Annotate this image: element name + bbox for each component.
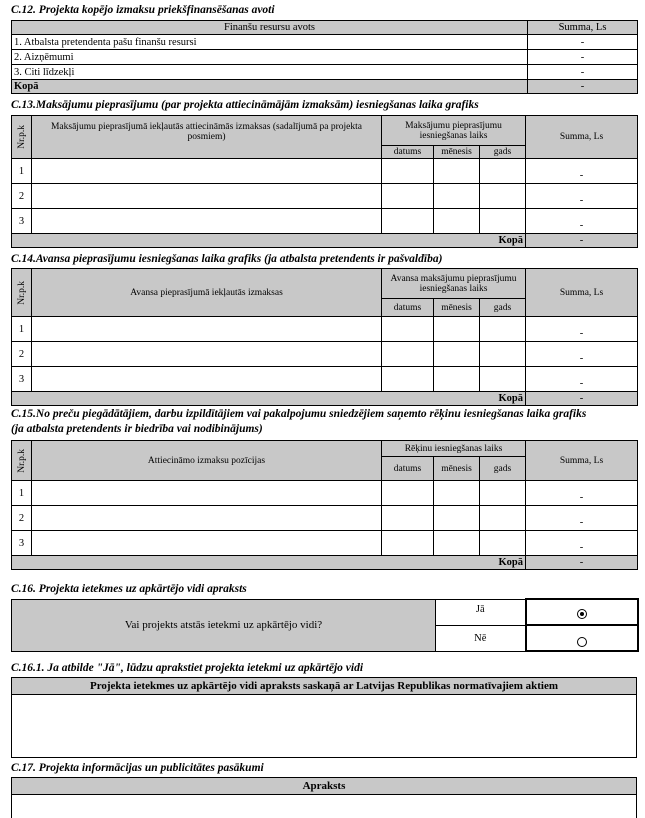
c15-col-desc: Attiecināmo izmaksu pozīcijas bbox=[32, 441, 382, 481]
c14-sum-cell[interactable]: - bbox=[526, 367, 638, 392]
c15-col-date: datums bbox=[382, 457, 434, 481]
c13-month-cell[interactable] bbox=[434, 184, 480, 209]
row-nr: 1 bbox=[12, 317, 32, 342]
c12-col-sum: Summa, Ls bbox=[528, 21, 638, 35]
c13-col-date: datums bbox=[382, 146, 434, 159]
c14-col-nr: Nr.p.k bbox=[16, 280, 27, 305]
c14-date-cell[interactable] bbox=[382, 342, 434, 367]
c12-total-label: Kopā bbox=[12, 80, 528, 94]
c14-col-sum: Summa, Ls bbox=[526, 269, 638, 317]
c13-sum-cell[interactable]: - bbox=[526, 159, 638, 184]
c12-row-value[interactable]: - bbox=[528, 65, 638, 80]
c161-header: Projekta ietekmes uz apkārtējo vidi apraksts saskaņā ar Latvijas Republikas normatīvajiem aktiem bbox=[12, 678, 636, 695]
c16-table bbox=[11, 598, 639, 652]
c14-desc-cell[interactable] bbox=[32, 317, 382, 342]
c13-date-cell[interactable] bbox=[382, 209, 434, 234]
c15-title-line1: C.15.No preču piegādātājiem, darbu izpildītājiem vai pakalpojumu sniedzējiem saņemto rēķinu iesniegšanas laika grafiks bbox=[11, 408, 587, 420]
c17-header: Apraksts bbox=[12, 778, 636, 795]
c15-sum-cell[interactable]: - bbox=[526, 481, 638, 506]
c12-title: C.12. Projekta kopējo izmaksu priekšfinansēšanas avoti bbox=[11, 4, 275, 16]
c15-year-cell[interactable] bbox=[480, 506, 526, 531]
row-nr: 1 bbox=[12, 481, 32, 506]
c17-box bbox=[11, 777, 637, 818]
radio-selected-icon[interactable] bbox=[577, 609, 587, 619]
c14-year-cell[interactable] bbox=[480, 342, 526, 367]
c15-year-cell[interactable] bbox=[480, 531, 526, 556]
c15-month-cell[interactable] bbox=[434, 481, 480, 506]
c17-text-area[interactable] bbox=[12, 795, 636, 817]
c15-title-line2: (ja atbalsta pretendents ir biedrība vai nodibinājums) bbox=[11, 423, 263, 435]
c15-col-year: gads bbox=[480, 457, 526, 481]
c16-title: C.16. Projekta ietekmes uz apkārtējo vidi apraksts bbox=[11, 583, 247, 595]
c16-yes-label: Jā bbox=[436, 599, 526, 625]
row-nr: 1 bbox=[12, 159, 32, 184]
c16-no-radio[interactable] bbox=[526, 625, 638, 651]
c14-col-month: mēnesis bbox=[434, 299, 480, 317]
c14-date-cell[interactable] bbox=[382, 317, 434, 342]
radio-unselected-icon[interactable] bbox=[577, 637, 587, 647]
c12-table bbox=[11, 20, 638, 94]
c161-box bbox=[11, 677, 637, 758]
c14-col-time: Avansa maksājumu pieprasījumu iesniegšanas laiks bbox=[382, 269, 526, 299]
c12-row-label: 1. Atbalsta pretendenta pašu finanšu resursi bbox=[12, 35, 528, 50]
c14-desc-cell[interactable] bbox=[32, 342, 382, 367]
c13-col-month: mēnesis bbox=[434, 146, 480, 159]
c14-date-cell[interactable] bbox=[382, 367, 434, 392]
c14-col-year: gads bbox=[480, 299, 526, 317]
c13-table bbox=[11, 115, 638, 248]
c14-year-cell[interactable] bbox=[480, 317, 526, 342]
c16-yes-radio[interactable] bbox=[526, 599, 638, 625]
c14-col-desc: Avansa pieprasījumā iekļautās izmaksas bbox=[32, 269, 382, 317]
row-nr: 2 bbox=[12, 184, 32, 209]
c15-total-label: Kopā bbox=[12, 556, 526, 570]
c15-date-cell[interactable] bbox=[382, 531, 434, 556]
c13-year-cell[interactable] bbox=[480, 184, 526, 209]
c14-sum-cell[interactable]: - bbox=[526, 342, 638, 367]
c13-sum-cell[interactable]: - bbox=[526, 184, 638, 209]
c13-total-label: Kopā bbox=[12, 234, 526, 248]
c14-desc-cell[interactable] bbox=[32, 367, 382, 392]
c14-month-cell[interactable] bbox=[434, 317, 480, 342]
c12-total-value: - bbox=[528, 80, 638, 94]
c15-col-time: Rēķinu iesniegšanas laiks bbox=[382, 441, 526, 457]
c13-col-desc: Maksājumu pieprasījumā iekļautās attiecināmās izmaksas (sadalījumā pa projekta posmiem) bbox=[32, 116, 382, 159]
c12-row-label: 3. Citi līdzekļi bbox=[12, 65, 528, 80]
c14-month-cell[interactable] bbox=[434, 367, 480, 392]
c12-row-value[interactable]: - bbox=[528, 35, 638, 50]
c14-col-date: datums bbox=[382, 299, 434, 317]
c12-row-value[interactable]: - bbox=[528, 50, 638, 65]
row-nr: 2 bbox=[12, 506, 32, 531]
c13-col-time: Maksājumu pieprasījumu iesniegšanas laiks bbox=[382, 116, 526, 146]
row-nr: 3 bbox=[12, 209, 32, 234]
c13-col-nr: Nr.p.k bbox=[16, 125, 27, 149]
c15-desc-cell[interactable] bbox=[32, 506, 382, 531]
c13-month-cell[interactable] bbox=[434, 209, 480, 234]
c14-total-value: - bbox=[526, 392, 638, 406]
c14-sum-cell[interactable]: - bbox=[526, 317, 638, 342]
c15-desc-cell[interactable] bbox=[32, 531, 382, 556]
row-nr: 3 bbox=[12, 367, 32, 392]
c14-table bbox=[11, 268, 638, 406]
c161-title: C.16.1. Ja atbilde "Jā", lūdzu aprakstiet projekta ietekmi uz apkārtējo vidi bbox=[11, 662, 364, 674]
c13-col-sum: Summa, Ls bbox=[526, 116, 638, 159]
c15-month-cell[interactable] bbox=[434, 506, 480, 531]
c13-year-cell[interactable] bbox=[480, 209, 526, 234]
c13-month-cell[interactable] bbox=[434, 159, 480, 184]
row-nr: 2 bbox=[12, 342, 32, 367]
c15-date-cell[interactable] bbox=[382, 481, 434, 506]
c17-title: C.17. Projekta informācijas un publicitātes pasākumi bbox=[11, 762, 264, 774]
c13-year-cell[interactable] bbox=[480, 159, 526, 184]
c16-question: Vai projekts atstās ietekmi uz apkārtējo vidi? bbox=[12, 599, 436, 651]
c15-sum-cell[interactable]: - bbox=[526, 506, 638, 531]
c13-date-cell[interactable] bbox=[382, 184, 434, 209]
c13-total-value: - bbox=[526, 234, 638, 248]
c13-title: C.13.Maksājumu pieprasījumu (par projekta attiecināmājām izmaksām) iesniegšanas laika grafiks bbox=[11, 99, 479, 111]
c15-table bbox=[11, 440, 638, 570]
c161-text-area[interactable] bbox=[12, 695, 636, 757]
c15-date-cell[interactable] bbox=[382, 506, 434, 531]
c15-sum-cell[interactable]: - bbox=[526, 531, 638, 556]
c15-col-nr: Nr.p.k bbox=[16, 448, 27, 473]
c13-col-year: gads bbox=[480, 146, 526, 159]
c13-desc-cell[interactable] bbox=[32, 159, 382, 184]
row-nr: 3 bbox=[12, 531, 32, 556]
c15-year-cell[interactable] bbox=[480, 481, 526, 506]
c13-desc-cell[interactable] bbox=[32, 184, 382, 209]
c15-col-month: mēnesis bbox=[434, 457, 480, 481]
c12-col-source: Finanšu resursu avots bbox=[12, 21, 528, 35]
c15-month-cell[interactable] bbox=[434, 531, 480, 556]
c15-desc-cell[interactable] bbox=[32, 481, 382, 506]
c16-no-label: Nē bbox=[436, 625, 526, 651]
c14-month-cell[interactable] bbox=[434, 342, 480, 367]
c13-desc-cell[interactable] bbox=[32, 209, 382, 234]
c15-total-value: - bbox=[526, 556, 638, 570]
c12-row-label: 2. Aizņēmumi bbox=[12, 50, 528, 65]
c14-year-cell[interactable] bbox=[480, 367, 526, 392]
c14-total-label: Kopā bbox=[12, 392, 526, 406]
c13-sum-cell[interactable]: - bbox=[526, 209, 638, 234]
c13-date-cell[interactable] bbox=[382, 159, 434, 184]
c15-col-sum: Summa, Ls bbox=[526, 441, 638, 481]
c14-title: C.14.Avansa pieprasījumu iesniegšanas laika grafiks (ja atbalsta pretendents ir pašvaldība) bbox=[11, 253, 443, 265]
